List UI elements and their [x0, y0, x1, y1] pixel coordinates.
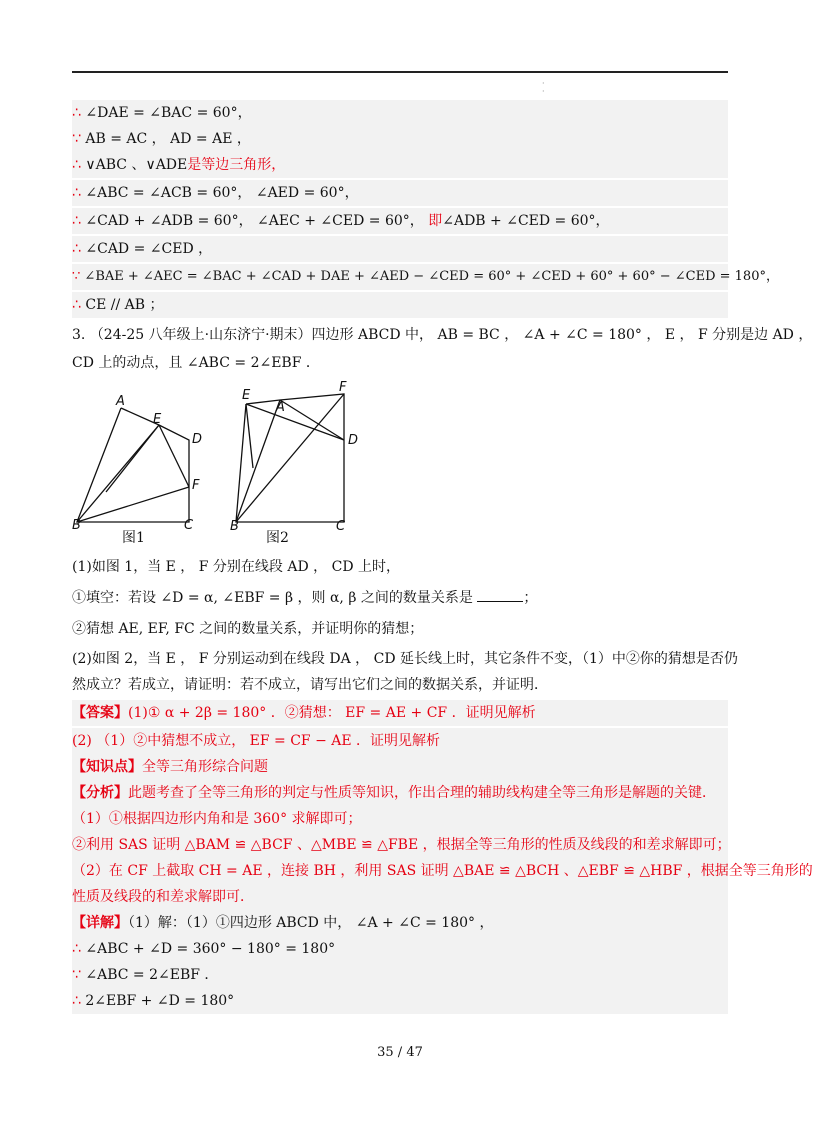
answer-tag: 【答案】: [72, 705, 128, 721]
fig2-label-D: D: [348, 433, 359, 448]
solution-text: CE // AB ；: [85, 297, 164, 313]
fig1-label-A: A: [116, 394, 125, 409]
fig1-segment-EA: [106, 425, 159, 492]
solution-text: ∠CAD + ∠ADB = 60°， ∠AEC + ∠CED = 60°，: [85, 213, 424, 229]
detail-line: [72, 910, 728, 936]
therefore-symbol: ∴: [72, 213, 81, 229]
knowledge-line: [72, 754, 728, 780]
detail-tag: 【详解】: [72, 915, 128, 931]
question-line: [72, 646, 738, 672]
analysis-text: 此题考查了全等三角形的判定与性质等知识，作出合理的辅助线构建全等三角形是解题的关键．: [128, 785, 716, 801]
therefore-symbol: ∴: [72, 297, 81, 313]
fig1-segment-EF: [159, 425, 189, 487]
solution-text: AB = AC ， AD = AE ，: [85, 131, 251, 147]
answer-blank[interactable]: [477, 587, 523, 602]
problem-text: 四边形 ABCD 中， AB = BC ， ∠A + ∠C = 180° ， E ， F 分别是边 AD ，: [311, 327, 813, 343]
therefore-symbol: ∴: [72, 941, 81, 957]
therefore-symbol: ∴: [72, 185, 81, 201]
because-symbol: ∵: [72, 269, 81, 284]
question-line: [72, 672, 728, 698]
question-line: [72, 554, 728, 580]
problem-source: （24-25 八年级上·山东济宁·期末）: [89, 327, 312, 343]
analysis-line: [72, 858, 813, 884]
fig1-label-E: E: [153, 412, 162, 427]
solution-red-text: 是等边三角形，: [187, 157, 286, 173]
therefore-symbol: ∴: [72, 157, 81, 173]
question-line: [72, 585, 728, 611]
problem-line: [72, 322, 813, 348]
detail-line: [72, 936, 728, 962]
solution-text: ∠DAE = ∠BAC = 60°，: [85, 105, 252, 121]
question-text: (1)如图 1，当 E ， F 分别在线段 AD ， CD 上时，: [72, 559, 400, 575]
detail-text: ∠ABC = 2∠EBF ．: [85, 967, 219, 983]
page-current: 35: [377, 1045, 394, 1060]
fig2-label-C: C: [336, 519, 346, 534]
solution-text: ∠CAD = ∠CED ，: [85, 241, 213, 257]
fig2-label-F: F: [339, 380, 347, 395]
because-symbol: ∵: [72, 967, 81, 983]
solution-line: [72, 236, 728, 262]
solution-line: [72, 126, 728, 152]
page-separator: /: [397, 1045, 403, 1060]
analysis-text: （1）①根据四边形内角和是 360° 求解即可；: [72, 811, 362, 827]
question-line: [72, 616, 728, 642]
answer-text: (2) （1）②中猜想不成立， EF = CF − AE ．证明见解析: [72, 733, 441, 749]
analysis-text: 性质及线段的和差求解即可．: [72, 889, 254, 905]
solution-text: ∠BAE + ∠AEC = ∠BAC + ∠CAD + DAE + ∠AED − ∠CED = 60° + ∠CED + 60° + 60° − ∠CED = 180°，: [84, 269, 779, 284]
solution-line: [72, 180, 728, 206]
problem-number: 3.: [72, 327, 86, 343]
figure-1-caption: 图1: [122, 530, 145, 546]
page-total: 47: [406, 1045, 423, 1060]
answer-line: [72, 700, 728, 726]
fig1-segment-BF: [77, 487, 189, 522]
fig1-label-B: B: [72, 518, 81, 533]
page-number: [0, 1045, 800, 1060]
problem-text: CD 上的动点，且 ∠ABC = 2∠EBF ．: [72, 355, 320, 371]
fig2-label-E: E: [242, 388, 251, 403]
answer-text: (1)① α + 2β = 180° ．②猜想： EF = AE + CF ．证明见解析: [128, 705, 536, 721]
figure-2-caption: 图2: [266, 530, 289, 546]
therefore-symbol: ∴: [72, 241, 81, 257]
question-text: (2)如图 2，当 E ， F 分别运动到在线段 DA ， CD 延长线上时，其它条件不变，（1）中②你的猜想是否仍: [72, 651, 738, 667]
fig2-label-A: A: [276, 400, 285, 415]
fig1-label-F: F: [192, 478, 200, 493]
solution-line: [72, 100, 728, 126]
fig2-segment-aux: [246, 404, 253, 468]
problem-line: [72, 350, 728, 376]
question-text: ②猜想 AE, EF, FC 之间的数量关系，并证明你的猜想；: [72, 621, 424, 637]
solution-line: [72, 292, 728, 318]
therefore-symbol: ∴: [72, 105, 81, 121]
analysis-line: [72, 832, 731, 858]
fig2-label-B: B: [230, 519, 239, 534]
therefore-symbol: ∴: [72, 993, 81, 1009]
detail-line: [72, 988, 728, 1014]
solution-red-text: 即: [428, 213, 443, 229]
question-text: ；: [523, 590, 538, 606]
knowledge-tag: 【知识点】: [72, 759, 142, 775]
header-rule: [72, 71, 728, 73]
solution-text: ∨ABC 、∨ADE: [85, 157, 188, 173]
analysis-tag: 【分析】: [72, 785, 128, 801]
page-marks: · ·: [542, 79, 545, 96]
analysis-line: [72, 806, 728, 832]
solution-line: [72, 152, 728, 178]
figure-1: [64, 392, 214, 532]
detail-text: 2∠EBF + ∠D = 180°: [85, 993, 235, 1009]
detail-text: （1）解：（1）①四边形 ABCD 中， ∠A + ∠C = 180° ，: [128, 915, 494, 931]
answer-line: [72, 728, 728, 754]
solution-text: ∠ABC = ∠ACB = 60°， ∠AED = 60°，: [85, 185, 359, 201]
fig1-label-D: D: [192, 432, 203, 447]
detail-line: [72, 962, 728, 988]
solution-line: [72, 208, 728, 234]
because-symbol: ∵: [72, 131, 81, 147]
solution-text: ∠ADB + ∠CED = 60°，: [442, 213, 610, 229]
question-text: 然成立？若成立，请证明：若不成立，请写出它们之间的数据关系，并证明．: [72, 677, 548, 693]
analysis-text: ②利用 SAS 证明 △BAM ≌ △BCF 、△MBE ≌ △FBE ，根据全等三角形的性质及线段的和差求解即可；: [72, 837, 731, 853]
detail-text: ∠ABC + ∠D = 360° − 180° = 180°: [85, 941, 336, 957]
analysis-line: [72, 884, 728, 910]
fig2-segment-BA: [236, 400, 280, 522]
analysis-line: [72, 780, 728, 806]
fig1-label-C: C: [184, 518, 194, 533]
question-text: ①填空：若设 ∠D = α, ∠EBF = β ，则 α, β 之间的数量关系是: [72, 590, 473, 606]
knowledge-text: 全等三角形综合问题: [142, 759, 268, 775]
analysis-text: （2）在 CF 上截取 CH = AE ，连接 BH ，利用 SAS 证明 △BAE ≌ △BCH 、△EBF ≌ △HBF ，根据全等三角形的: [72, 863, 813, 879]
figure-2: [228, 378, 378, 533]
solution-line: [72, 264, 779, 290]
